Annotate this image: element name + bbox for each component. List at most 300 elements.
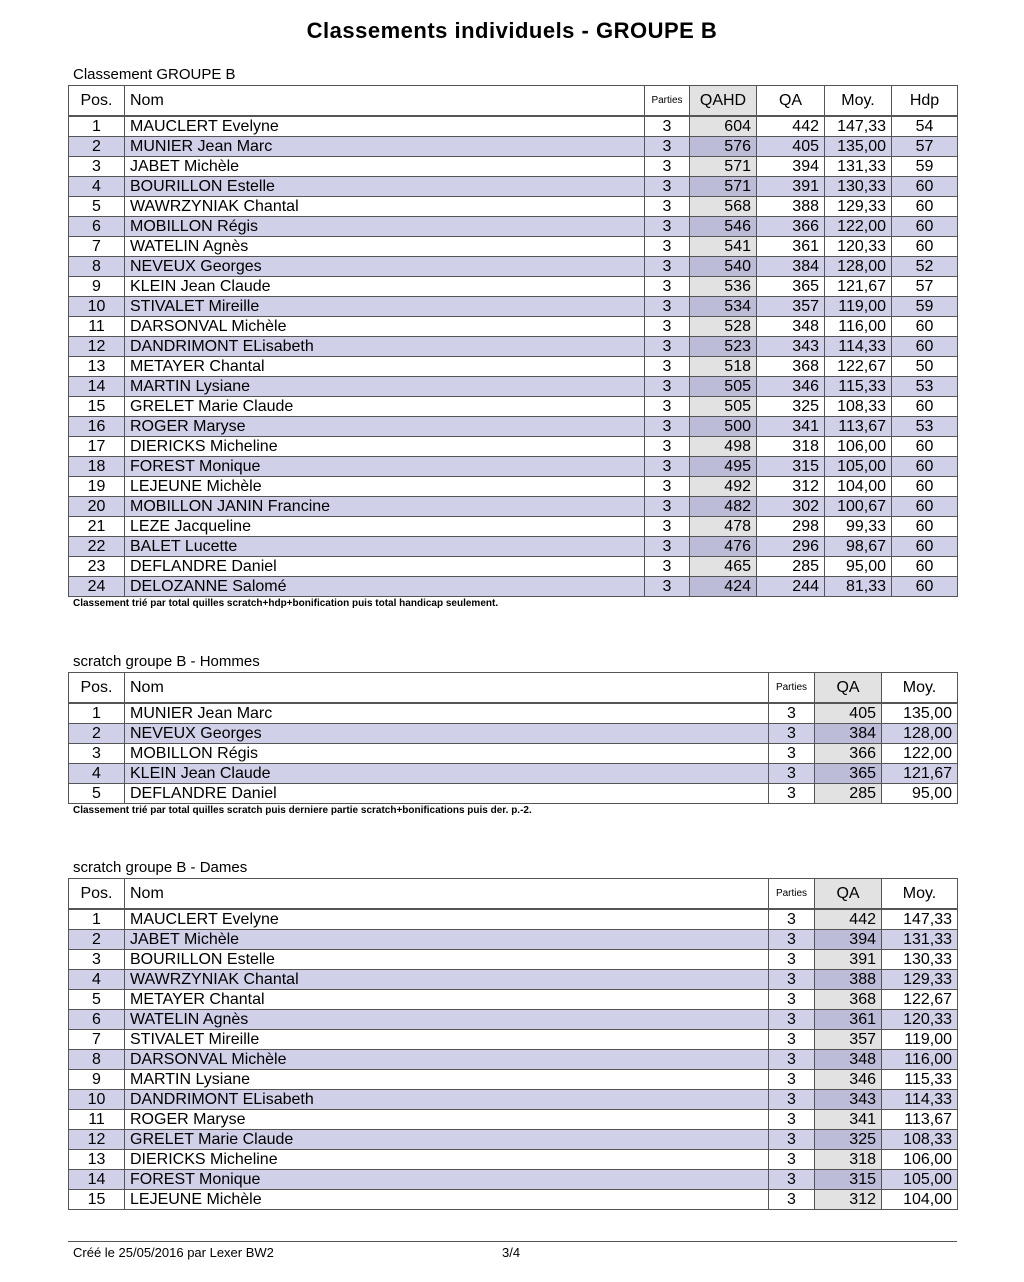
cell-qahd: 465 — [690, 557, 757, 577]
cell-nom: BOURILLON Estelle — [125, 950, 769, 970]
cell-parties: 3 — [769, 1030, 815, 1050]
cell-parties: 3 — [769, 970, 815, 990]
cell-nom: WATELIN Agnès — [125, 237, 645, 257]
table-row — [69, 317, 958, 337]
table3-title: scratch groupe B - Dames — [73, 859, 248, 876]
cell-hdp: 54 — [892, 116, 958, 137]
cell-pos: 4 — [69, 764, 125, 784]
table-row — [69, 909, 958, 930]
cell-qa: 341 — [757, 417, 825, 437]
cell-hdp: 60 — [892, 177, 958, 197]
cell-qahd: 571 — [690, 157, 757, 177]
cell-hdp: 60 — [892, 477, 958, 497]
table-row — [69, 417, 958, 437]
cell-parties: 3 — [645, 237, 690, 257]
cell-qa: 365 — [757, 277, 825, 297]
cell-hdp: 57 — [892, 137, 958, 157]
cell-parties: 3 — [769, 703, 815, 724]
cell-nom: MAUCLERT Evelyne — [125, 116, 645, 137]
cell-moy: 122,67 — [882, 990, 958, 1010]
cell-hdp: 57 — [892, 277, 958, 297]
table-row — [69, 1050, 958, 1070]
cell-qa: 318 — [757, 437, 825, 457]
cell-parties: 3 — [769, 1110, 815, 1130]
col-pos: Pos. — [69, 879, 125, 910]
cell-qahd: 568 — [690, 197, 757, 217]
cell-pos: 20 — [69, 497, 125, 517]
cell-qahd: 540 — [690, 257, 757, 277]
cell-parties: 3 — [769, 1010, 815, 1030]
cell-qahd: 505 — [690, 377, 757, 397]
cell-pos: 6 — [69, 1010, 125, 1030]
cell-qahd: 536 — [690, 277, 757, 297]
cell-nom: MUNIER Jean Marc — [125, 137, 645, 157]
table-row — [69, 357, 958, 377]
cell-moy: 119,00 — [825, 297, 892, 317]
cell-moy: 135,00 — [882, 703, 958, 724]
cell-moy: 129,33 — [825, 197, 892, 217]
cell-nom: WAWRZYNIAK Chantal — [125, 197, 645, 217]
cell-nom: DELOZANNE Salomé — [125, 577, 645, 597]
cell-moy: 108,33 — [882, 1130, 958, 1150]
cell-pos: 5 — [69, 197, 125, 217]
cell-parties: 3 — [645, 457, 690, 477]
cell-moy: 120,33 — [825, 237, 892, 257]
cell-nom: NEVEUX Georges — [125, 724, 769, 744]
cell-nom: NEVEUX Georges — [125, 257, 645, 277]
cell-qa: 315 — [757, 457, 825, 477]
cell-pos: 13 — [69, 357, 125, 377]
cell-hdp: 60 — [892, 197, 958, 217]
cell-qa: 346 — [757, 377, 825, 397]
cell-qahd: 424 — [690, 577, 757, 597]
cell-qahd: 518 — [690, 357, 757, 377]
cell-moy: 98,67 — [825, 537, 892, 557]
cell-hdp: 60 — [892, 397, 958, 417]
cell-pos: 2 — [69, 724, 125, 744]
cell-parties: 3 — [645, 217, 690, 237]
cell-qahd: 492 — [690, 477, 757, 497]
cell-nom: DARSONVAL Michèle — [125, 317, 645, 337]
cell-qa: 368 — [757, 357, 825, 377]
col-qahd: QAHD — [690, 86, 757, 117]
table-row — [69, 297, 958, 317]
cell-nom: BALET Lucette — [125, 537, 645, 557]
table2-note: Classement trié par total quilles scratch puis derniere partie scratch+bonifications puis der. p.-2. — [73, 805, 532, 816]
cell-nom: KLEIN Jean Claude — [125, 764, 769, 784]
cell-parties: 3 — [645, 157, 690, 177]
cell-moy: 131,33 — [825, 157, 892, 177]
table-row — [69, 950, 958, 970]
cell-qa: 366 — [815, 744, 882, 764]
cell-nom: DEFLANDRE Daniel — [125, 784, 769, 804]
table-row — [69, 724, 958, 744]
cell-pos: 14 — [69, 1170, 125, 1190]
table-row — [69, 1130, 958, 1150]
col-parties: Parties — [769, 673, 815, 704]
cell-qa: 391 — [757, 177, 825, 197]
table-row — [69, 237, 958, 257]
cell-parties: 3 — [769, 1130, 815, 1150]
cell-moy: 115,33 — [882, 1070, 958, 1090]
table-row — [69, 1030, 958, 1050]
cell-nom: FOREST Monique — [125, 1170, 769, 1190]
table-row — [69, 197, 958, 217]
cell-moy: 115,33 — [825, 377, 892, 397]
col-moy: Moy. — [825, 86, 892, 117]
cell-pos: 11 — [69, 317, 125, 337]
table-row — [69, 157, 958, 177]
cell-qa: 394 — [815, 930, 882, 950]
cell-moy: 113,67 — [882, 1110, 958, 1130]
cell-pos: 24 — [69, 577, 125, 597]
cell-pos: 5 — [69, 784, 125, 804]
table-row — [69, 930, 958, 950]
cell-qa: 348 — [757, 317, 825, 337]
cell-qa: 442 — [815, 909, 882, 930]
cell-moy: 147,33 — [882, 909, 958, 930]
table-row — [69, 377, 958, 397]
cell-hdp: 59 — [892, 157, 958, 177]
cell-nom: GRELET Marie Claude — [125, 1130, 769, 1150]
cell-nom: STIVALET Mireille — [125, 297, 645, 317]
cell-pos: 4 — [69, 177, 125, 197]
table-row — [69, 537, 958, 557]
cell-parties: 3 — [645, 497, 690, 517]
cell-hdp: 60 — [892, 537, 958, 557]
cell-pos: 12 — [69, 1130, 125, 1150]
cell-qa: 302 — [757, 497, 825, 517]
cell-pos: 8 — [69, 1050, 125, 1070]
cell-pos: 3 — [69, 950, 125, 970]
cell-parties: 3 — [769, 950, 815, 970]
table-row — [69, 990, 958, 1010]
cell-qahd: 534 — [690, 297, 757, 317]
page-title: Classements individuels - GROUPE B — [306, 18, 718, 43]
cell-nom: JABET Michèle — [125, 930, 769, 950]
cell-qahd: 500 — [690, 417, 757, 437]
col-hdp: Hdp — [892, 86, 958, 117]
cell-qa: 368 — [815, 990, 882, 1010]
table-row — [69, 517, 958, 537]
cell-parties: 3 — [645, 137, 690, 157]
table-row — [69, 137, 958, 157]
cell-qahd: 476 — [690, 537, 757, 557]
cell-hdp: 60 — [892, 557, 958, 577]
cell-nom: ROGER Maryse — [125, 417, 645, 437]
col-moy: Moy. — [882, 673, 958, 704]
cell-parties: 3 — [645, 577, 690, 597]
table-row — [69, 577, 958, 597]
cell-qa: 405 — [815, 703, 882, 724]
cell-qahd: 505 — [690, 397, 757, 417]
cell-moy: 108,33 — [825, 397, 892, 417]
cell-qa: 366 — [757, 217, 825, 237]
col-pos: Pos. — [69, 86, 125, 117]
cell-qahd: 546 — [690, 217, 757, 237]
col-parties: Parties — [645, 86, 690, 117]
cell-moy: 129,33 — [882, 970, 958, 990]
cell-moy: 99,33 — [825, 517, 892, 537]
cell-hdp: 60 — [892, 237, 958, 257]
cell-pos: 7 — [69, 237, 125, 257]
table-row — [69, 477, 958, 497]
cell-nom: BOURILLON Estelle — [125, 177, 645, 197]
cell-parties: 3 — [769, 724, 815, 744]
cell-nom: WAWRZYNIAK Chantal — [125, 970, 769, 990]
cell-moy: 106,00 — [825, 437, 892, 457]
cell-qahd: 604 — [690, 116, 757, 137]
cell-qahd: 478 — [690, 517, 757, 537]
cell-qa: 388 — [757, 197, 825, 217]
cell-nom: MUNIER Jean Marc — [125, 703, 769, 724]
cell-parties: 3 — [645, 277, 690, 297]
table-row — [69, 1190, 958, 1210]
cell-moy: 121,67 — [882, 764, 958, 784]
cell-pos: 18 — [69, 457, 125, 477]
table-row — [69, 1170, 958, 1190]
cell-pos: 21 — [69, 517, 125, 537]
cell-hdp: 60 — [892, 457, 958, 477]
cell-moy: 81,33 — [825, 577, 892, 597]
cell-moy: 121,67 — [825, 277, 892, 297]
table2-title: scratch groupe B - Hommes — [73, 653, 260, 670]
cell-moy: 105,00 — [825, 457, 892, 477]
cell-moy: 122,00 — [882, 744, 958, 764]
cell-moy: 130,33 — [882, 950, 958, 970]
col-moy: Moy. — [882, 879, 958, 910]
cell-pos: 13 — [69, 1150, 125, 1170]
cell-qa: 361 — [757, 237, 825, 257]
cell-hdp: 60 — [892, 577, 958, 597]
table-row — [69, 457, 958, 477]
cell-parties: 3 — [769, 784, 815, 804]
cell-pos: 10 — [69, 1090, 125, 1110]
cell-parties: 3 — [769, 1090, 815, 1110]
cell-qa: 405 — [757, 137, 825, 157]
cell-pos: 19 — [69, 477, 125, 497]
cell-qa: 357 — [815, 1030, 882, 1050]
cell-nom: DANDRIMONT ELisabeth — [125, 1090, 769, 1110]
cell-parties: 3 — [769, 1150, 815, 1170]
cell-nom: DEFLANDRE Daniel — [125, 557, 645, 577]
cell-nom: FOREST Monique — [125, 457, 645, 477]
cell-qa: 391 — [815, 950, 882, 970]
cell-hdp: 50 — [892, 357, 958, 377]
table-header-row — [69, 673, 958, 704]
cell-nom: LEZE Jacqueline — [125, 517, 645, 537]
cell-qa: 296 — [757, 537, 825, 557]
cell-hdp: 60 — [892, 337, 958, 357]
col-parties: Parties — [769, 879, 815, 910]
cell-qa: 325 — [815, 1130, 882, 1150]
table1-title: Classement GROUPE B — [73, 66, 236, 83]
table-row — [69, 557, 958, 577]
table-row — [69, 1150, 958, 1170]
cell-pos: 9 — [69, 277, 125, 297]
cell-moy: 100,67 — [825, 497, 892, 517]
cell-parties: 3 — [769, 1050, 815, 1070]
cell-parties: 3 — [769, 909, 815, 930]
cell-qa: 343 — [757, 337, 825, 357]
cell-moy: 113,67 — [825, 417, 892, 437]
cell-hdp: 53 — [892, 377, 958, 397]
cell-parties: 3 — [645, 397, 690, 417]
cell-nom: STIVALET Mireille — [125, 1030, 769, 1050]
cell-pos: 2 — [69, 930, 125, 950]
table-row — [69, 764, 958, 784]
cell-qa: 244 — [757, 577, 825, 597]
cell-qa: 357 — [757, 297, 825, 317]
cell-pos: 12 — [69, 337, 125, 357]
cell-hdp: 60 — [892, 317, 958, 337]
cell-qa: 315 — [815, 1170, 882, 1190]
table-row — [69, 970, 958, 990]
table-row — [69, 397, 958, 417]
cell-moy: 147,33 — [825, 116, 892, 137]
cell-nom: DIERICKS Micheline — [125, 1150, 769, 1170]
col-nom: Nom — [125, 879, 769, 910]
table-header-row — [69, 879, 958, 910]
cell-qahd: 523 — [690, 337, 757, 357]
cell-moy: 119,00 — [882, 1030, 958, 1050]
cell-pos: 7 — [69, 1030, 125, 1050]
cell-parties: 3 — [645, 517, 690, 537]
col-nom: Nom — [125, 86, 645, 117]
table-row — [69, 277, 958, 297]
cell-qa: 285 — [815, 784, 882, 804]
cell-hdp: 60 — [892, 497, 958, 517]
cell-pos: 17 — [69, 437, 125, 457]
cell-pos: 15 — [69, 397, 125, 417]
table-row — [69, 217, 958, 237]
cell-parties: 3 — [645, 317, 690, 337]
cell-qa: 442 — [757, 116, 825, 137]
cell-qa: 325 — [757, 397, 825, 417]
cell-qahd: 498 — [690, 437, 757, 457]
cell-hdp: 60 — [892, 217, 958, 237]
scratch-table-men — [68, 672, 958, 804]
cell-parties: 3 — [769, 1070, 815, 1090]
col-nom: Nom — [125, 673, 769, 704]
cell-pos: 3 — [69, 744, 125, 764]
cell-moy: 120,33 — [882, 1010, 958, 1030]
col-pos: Pos. — [69, 673, 125, 704]
cell-nom: MOBILLON Régis — [125, 744, 769, 764]
cell-moy: 122,00 — [825, 217, 892, 237]
table-row — [69, 497, 958, 517]
table-row — [69, 1010, 958, 1030]
cell-pos: 6 — [69, 217, 125, 237]
footer-created: Créé le 25/05/2016 par Lexer BW2 — [73, 1245, 274, 1260]
cell-nom: DIERICKS Micheline — [125, 437, 645, 457]
cell-moy: 116,00 — [825, 317, 892, 337]
cell-moy: 104,00 — [882, 1190, 958, 1210]
table-row — [69, 1090, 958, 1110]
cell-pos: 8 — [69, 257, 125, 277]
cell-pos: 2 — [69, 137, 125, 157]
ranking-table-group-b — [68, 85, 958, 597]
table-row — [69, 744, 958, 764]
cell-nom: LEJEUNE Michèle — [125, 1190, 769, 1210]
table-row — [69, 257, 958, 277]
cell-parties: 3 — [645, 377, 690, 397]
cell-pos: 4 — [69, 970, 125, 990]
cell-hdp: 53 — [892, 417, 958, 437]
cell-qahd: 528 — [690, 317, 757, 337]
cell-parties: 3 — [645, 437, 690, 457]
cell-nom: MOBILLON Régis — [125, 217, 645, 237]
cell-qa: 365 — [815, 764, 882, 784]
cell-moy: 130,33 — [825, 177, 892, 197]
cell-qa: 298 — [757, 517, 825, 537]
cell-parties: 3 — [645, 557, 690, 577]
cell-moy: 114,33 — [882, 1090, 958, 1110]
cell-moy: 95,00 — [825, 557, 892, 577]
cell-pos: 3 — [69, 157, 125, 177]
cell-pos: 11 — [69, 1110, 125, 1130]
cell-parties: 3 — [645, 116, 690, 137]
cell-parties: 3 — [645, 177, 690, 197]
cell-nom: JABET Michèle — [125, 157, 645, 177]
cell-qa: 318 — [815, 1150, 882, 1170]
cell-parties: 3 — [645, 197, 690, 217]
cell-moy: 128,00 — [882, 724, 958, 744]
cell-pos: 23 — [69, 557, 125, 577]
cell-parties: 3 — [645, 417, 690, 437]
cell-qahd: 482 — [690, 497, 757, 517]
table-row — [69, 1070, 958, 1090]
cell-nom: DANDRIMONT ELisabeth — [125, 337, 645, 357]
cell-nom: MOBILLON JANIN Francine — [125, 497, 645, 517]
cell-parties: 3 — [645, 257, 690, 277]
cell-parties: 3 — [769, 764, 815, 784]
cell-nom: ROGER Maryse — [125, 1110, 769, 1130]
cell-nom: WATELIN Agnès — [125, 1010, 769, 1030]
cell-parties: 3 — [769, 930, 815, 950]
cell-qahd: 571 — [690, 177, 757, 197]
cell-parties: 3 — [645, 477, 690, 497]
cell-qa: 285 — [757, 557, 825, 577]
cell-nom: KLEIN Jean Claude — [125, 277, 645, 297]
cell-qa: 341 — [815, 1110, 882, 1130]
cell-qa: 384 — [815, 724, 882, 744]
cell-qa: 346 — [815, 1070, 882, 1090]
cell-pos: 5 — [69, 990, 125, 1010]
cell-pos: 15 — [69, 1190, 125, 1210]
cell-parties: 3 — [645, 357, 690, 377]
cell-hdp: 59 — [892, 297, 958, 317]
cell-parties: 3 — [769, 1170, 815, 1190]
cell-parties: 3 — [769, 1190, 815, 1210]
col-qa: QA — [815, 879, 882, 910]
cell-nom: GRELET Marie Claude — [125, 397, 645, 417]
cell-moy: 128,00 — [825, 257, 892, 277]
cell-parties: 3 — [645, 337, 690, 357]
cell-moy: 122,67 — [825, 357, 892, 377]
col-qa: QA — [757, 86, 825, 117]
cell-hdp: 60 — [892, 437, 958, 457]
cell-nom: MAUCLERT Evelyne — [125, 909, 769, 930]
cell-parties: 3 — [645, 297, 690, 317]
table-row — [69, 437, 958, 457]
cell-pos: 9 — [69, 1070, 125, 1090]
cell-qahd: 576 — [690, 137, 757, 157]
cell-nom: MARTIN Lysiane — [125, 1070, 769, 1090]
cell-qahd: 541 — [690, 237, 757, 257]
cell-pos: 1 — [69, 703, 125, 724]
cell-moy: 135,00 — [825, 137, 892, 157]
